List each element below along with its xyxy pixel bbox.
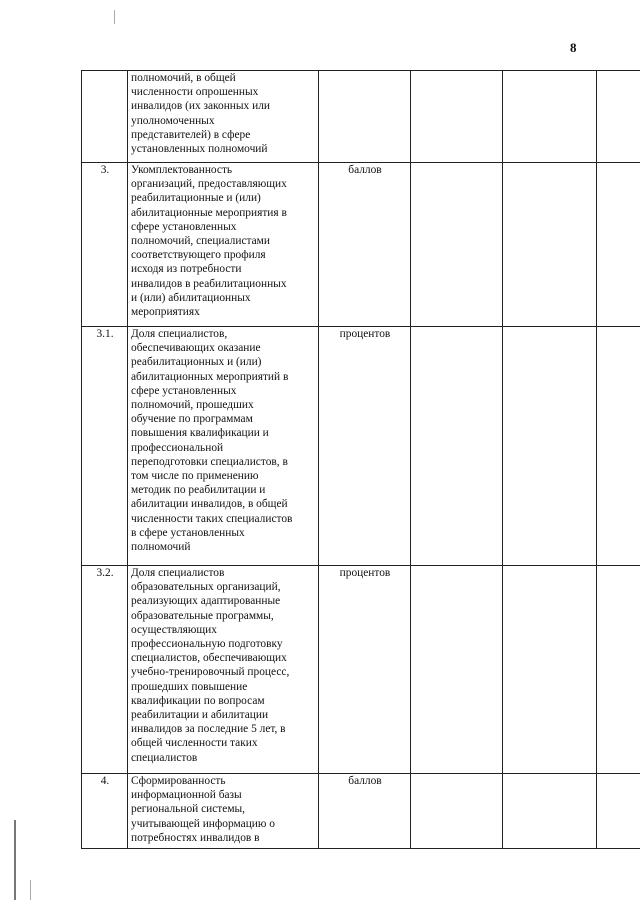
empty-cell bbox=[411, 774, 503, 849]
unit-of-measure: процентов bbox=[319, 566, 411, 774]
scan-artifact-line bbox=[30, 880, 31, 900]
row-number: 4. bbox=[82, 774, 128, 849]
table-row bbox=[82, 566, 640, 774]
empty-cell bbox=[411, 163, 503, 327]
indicator-name: полномочий, в общей численности опрошенных инвалидов (их законных или уполномоченных представителей) в сфере установленных полномочий bbox=[128, 71, 319, 163]
empty-cell bbox=[503, 163, 597, 327]
indicator-name: Сформированность информационной базы региональной системы, учитывающей информацию о потребностях инвалидов в bbox=[128, 774, 319, 849]
unit-of-measure bbox=[319, 71, 411, 163]
table-row bbox=[82, 327, 640, 566]
empty-cell bbox=[503, 566, 597, 774]
table-row bbox=[82, 774, 640, 849]
empty-cell bbox=[411, 566, 503, 774]
empty-cell bbox=[411, 327, 503, 566]
empty-cell bbox=[411, 71, 503, 163]
unit-of-measure: процентов bbox=[319, 327, 411, 566]
empty-cell bbox=[597, 566, 640, 774]
table-row bbox=[82, 163, 640, 327]
empty-cell bbox=[503, 71, 597, 163]
row-number bbox=[82, 71, 128, 163]
empty-cell bbox=[503, 327, 597, 566]
unit-of-measure: баллов bbox=[319, 774, 411, 849]
empty-cell bbox=[597, 327, 640, 566]
empty-cell bbox=[503, 774, 597, 849]
table-row bbox=[82, 71, 640, 163]
indicators-table bbox=[81, 70, 640, 849]
indicator-name: Доля специалистов образовательных организаций, реализующих адаптированные образовательные программы, осуществляющих профессиональную подготовку специалистов, обеспечивающих учебно-тренировочный процесс, прошедших повышение квалификации по вопросам реабилитации и абилитации инвалидов за последние 5 лет, в общей численности таких специалистов bbox=[128, 566, 319, 774]
scan-artifact-line bbox=[114, 10, 115, 24]
unit-of-measure: баллов bbox=[319, 163, 411, 327]
page-number: 8 bbox=[570, 40, 577, 55]
empty-cell bbox=[597, 163, 640, 327]
empty-cell bbox=[597, 71, 640, 163]
row-number: 3.2. bbox=[82, 566, 128, 774]
indicator-name: Доля специалистов, обеспечивающих оказание реабилитационных и (или) абилитационных мероприятий в сфере установленных полномочий, прошедших обучение по программам повышения квалификации и профессиональной переподготовки специалистов, в том числе по применению методик по реабилитации и абилитации инвалидов, в общей численности таких специалистов в сфере установленных полномочий bbox=[128, 327, 319, 566]
indicator-name: Укомплектованность организаций, предоставляющих реабилитационные и (или) абилитационные мероприятия в сфере установленных полномочий, специалистами соответствующего профиля исходя из потребности инвалидов в реабилитационных и (или) абилитационных мероприятиях bbox=[128, 163, 319, 327]
row-number: 3. bbox=[82, 163, 128, 327]
row-number: 3.1. bbox=[82, 327, 128, 566]
scan-artifact-line bbox=[14, 820, 16, 900]
empty-cell bbox=[597, 774, 640, 849]
